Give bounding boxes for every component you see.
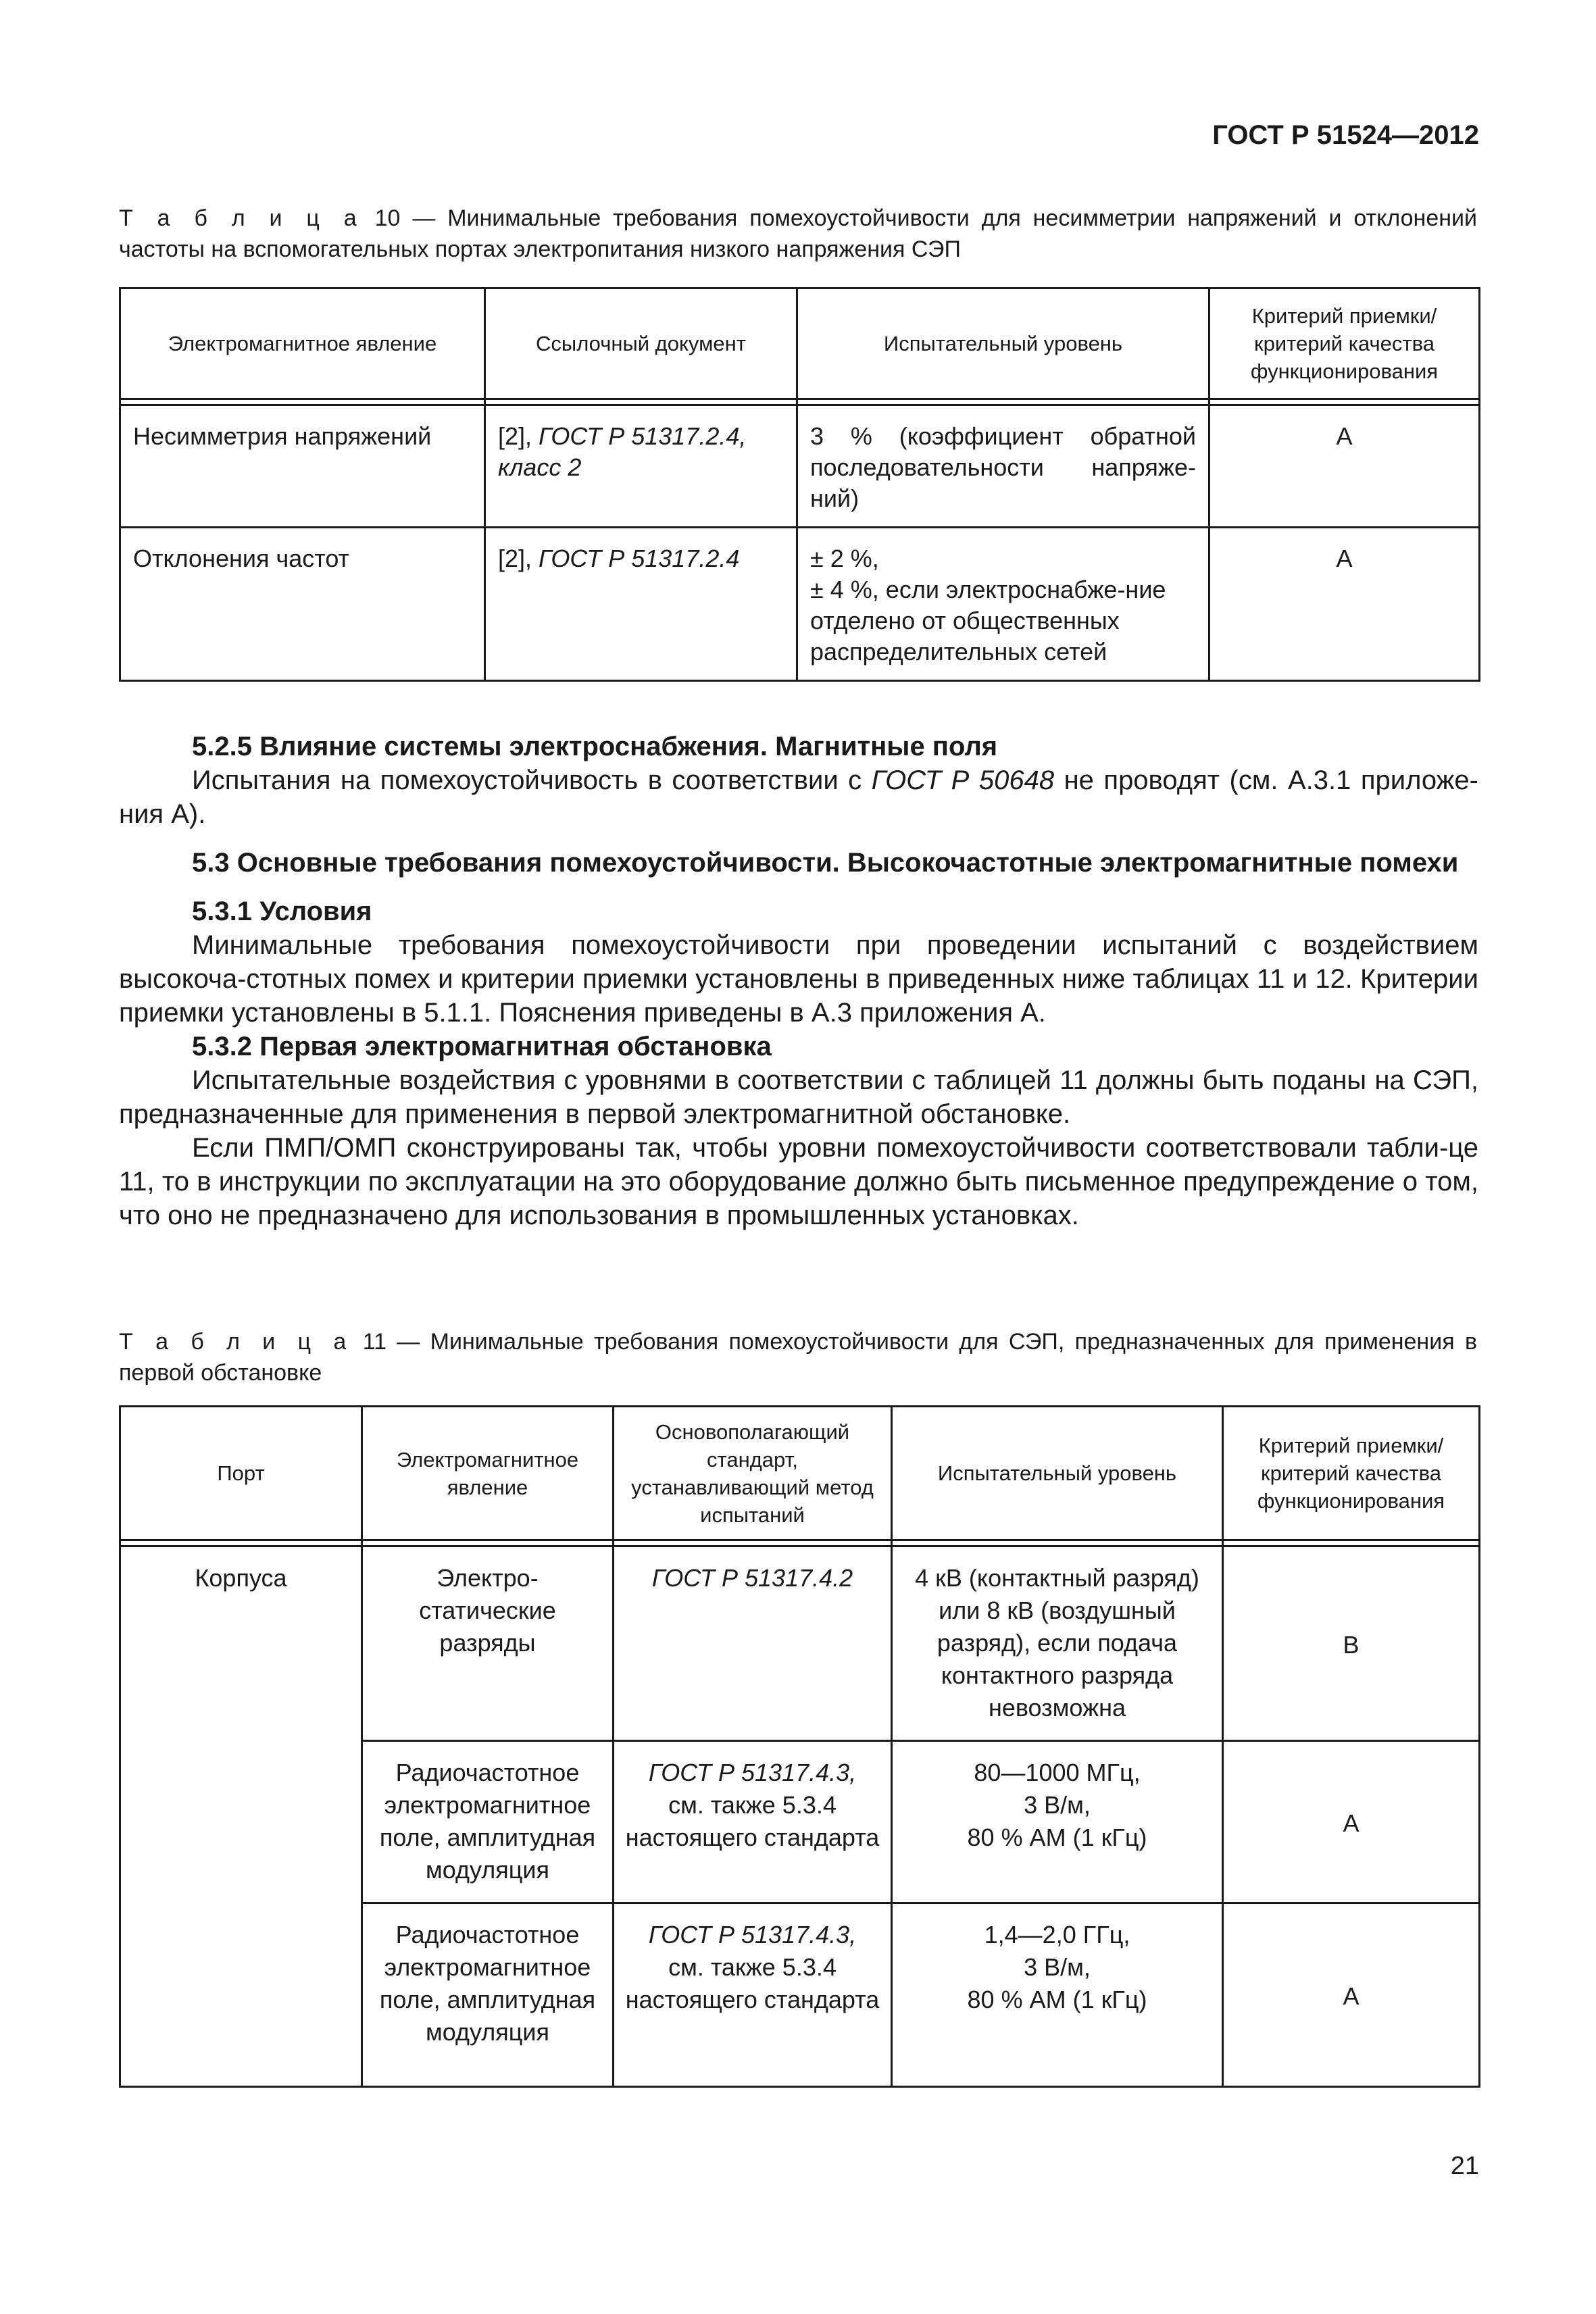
standard-italic: ГОСТ Р 51317.4.3, <box>648 1759 857 1786</box>
section-5-3-title: 5.3 Основные требования помехоустойчивости. Высокочастотные электромагнитные помехи <box>192 848 1459 878</box>
t10-cell-criterion: А <box>1210 528 1480 681</box>
t10-cell-phenomenon: Несимметрия напряжений <box>120 405 485 528</box>
standard-extra: см. также 5.3.4 настоящего стандарта <box>625 1791 880 1851</box>
t11-cell-criterion: А <box>1223 1741 1480 1903</box>
table10-caption <box>119 203 1477 265</box>
t10-cell-phenomenon: Отклонения частот <box>120 528 485 681</box>
t11-header-criterion: Критерий приемки/ критерий качества функционирования <box>1223 1407 1480 1540</box>
ref-prefix: [2], <box>498 422 532 450</box>
ref-prefix: [2], <box>498 545 532 572</box>
standard-italic: ГОСТ Р 51317.4.3, <box>648 1921 857 1948</box>
section-5-3-2-title: 5.3.2 Первая электромагнитная обстановка <box>192 1032 772 1061</box>
table10-caption-text: 10 — Минимальные требования помехоустойчивости для несимметрии напряжений и отклонений частоты на вспомогательных портах электропитания низкого напряжения СЭП <box>119 205 1477 262</box>
t10-cell-criterion: А <box>1210 405 1480 528</box>
t11-header-phenomenon: Электромагнитное явление <box>362 1407 614 1540</box>
table-row <box>120 1546 1480 1741</box>
table-11 <box>119 1405 1480 2088</box>
t10-cell-ref <box>485 528 797 681</box>
section-5-3-1-text: Минимальные требования помехоустойчивости при проведении испытаний с воздействием высокоча-стотных помех и критерии приемки установлены в приведенных ниже таблицах 11 и 12. Критерии приемки установлены в 5.1.1. Пояснения приведены в А.3 приложения А. <box>119 930 1478 1028</box>
t11-cell-phenomenon: Радиочастотное электромагнитное поле, амплитудная модуляция <box>362 1903 614 2087</box>
t11-cell-port: Корпуса <box>120 1546 362 2087</box>
page-number: 21 <box>1450 2152 1479 2180</box>
t11-cell-level: 1,4—2,0 ГГц, 3 В/м, 80 % АМ (1 кГц) <box>892 1903 1223 2087</box>
t10-header-criterion: Критерий приемки/ критерий качества функционирования <box>1210 288 1480 399</box>
section-5-3-1-title: 5.3.1 Условия <box>192 897 372 926</box>
t11-cell-phenomenon: Электро- статические разряды <box>362 1546 614 1741</box>
standard-number: ГОСТ Р 51524—2012 <box>1212 120 1479 150</box>
table11-caption-text: 11 — Минимальные требования помехоустойчивости для СЭП, предназначенных для применения в первой обстановке <box>119 1329 1478 1386</box>
section-5-2-5-text <box>119 763 1478 831</box>
table-10 <box>119 287 1480 682</box>
t10-header-level: Испытательный уровень <box>797 288 1210 399</box>
text-part: не проводят (см. А.3.1 приложе-ния А). <box>119 765 1478 829</box>
table-row <box>120 528 1480 681</box>
t10-cell-level: ± 2 %, ± 4 %, если электроснабже-ние отделено от общественных распределительных сетей <box>797 528 1210 681</box>
t11-cell-phenomenon: Радиочастотное электромагнитное поле, амплитудная модуляция <box>362 1741 614 1903</box>
text-part: Испытания на помехоустойчивость в соответствии с <box>192 765 862 795</box>
t11-cell-standard <box>614 1741 892 1903</box>
t10-cell-ref <box>485 405 797 528</box>
t11-cell-level: 4 кВ (контактный разряд) или 8 кВ (воздушный разряд), если подача контактного разряда невозможна <box>892 1546 1223 1741</box>
ref-italic: ГОСТ Р 51317.2.4 <box>539 545 740 572</box>
ref-italic: ГОСТ Р 51317.2.4, класс 2 <box>498 422 747 481</box>
table11-caption <box>119 1326 1477 1388</box>
t11-cell-standard <box>614 1903 892 2087</box>
text-ref: ГОСТ Р 50648 <box>871 765 1055 795</box>
t11-header-port: Порт <box>120 1407 362 1540</box>
table11-caption-label: Т а б л и ц а <box>119 1329 353 1355</box>
t11-cell-criterion: В <box>1223 1546 1480 1741</box>
t11-cell-standard <box>614 1546 892 1741</box>
t11-header-level: Испытательный уровень <box>892 1407 1223 1540</box>
table10-caption-label: Т а б л и ц а <box>119 205 363 231</box>
t10-header-phenomenon: Электромагнитное явление <box>120 288 485 399</box>
section-5-3-2-text-1: Испытательные воздействия с уровнями в соответствии с таблицей 11 должны быть поданы на СЭП, предназначенные для применения в первой электромагнитной обстановке. <box>119 1065 1478 1129</box>
t11-cell-criterion: А <box>1223 1903 1480 2087</box>
standard-extra: см. также 5.3.4 настоящего стандарта <box>625 1953 880 2013</box>
section-5-2-5-title: 5.2.5 Влияние системы электроснабжения. Магнитные поля <box>192 732 998 761</box>
t10-header-ref: Ссылочный документ <box>485 288 797 399</box>
t11-cell-level: 80—1000 МГц, 3 В/м, 80 % АМ (1 кГц) <box>892 1741 1223 1903</box>
t11-header-standard: Основополагающий стандарт, устанавливающий метод испытаний <box>614 1407 892 1540</box>
table-row <box>120 405 1480 528</box>
standard-italic: ГОСТ Р 51317.4.2 <box>651 1564 853 1592</box>
body-text <box>119 730 1478 1232</box>
t10-cell-level: 3 % (коэффициент обратной последовательности напряже-ний) <box>797 405 1210 528</box>
section-5-3-2-text-2: Если ПМП/ОМП сконструированы так, чтобы уровни помехоустойчивости соответствовали табли-це 11, то в инструкции по эксплуатации на это оборудование должно быть письменное предупреждение о том, что оно не предназначено для использования в промышленных установках. <box>119 1133 1478 1230</box>
